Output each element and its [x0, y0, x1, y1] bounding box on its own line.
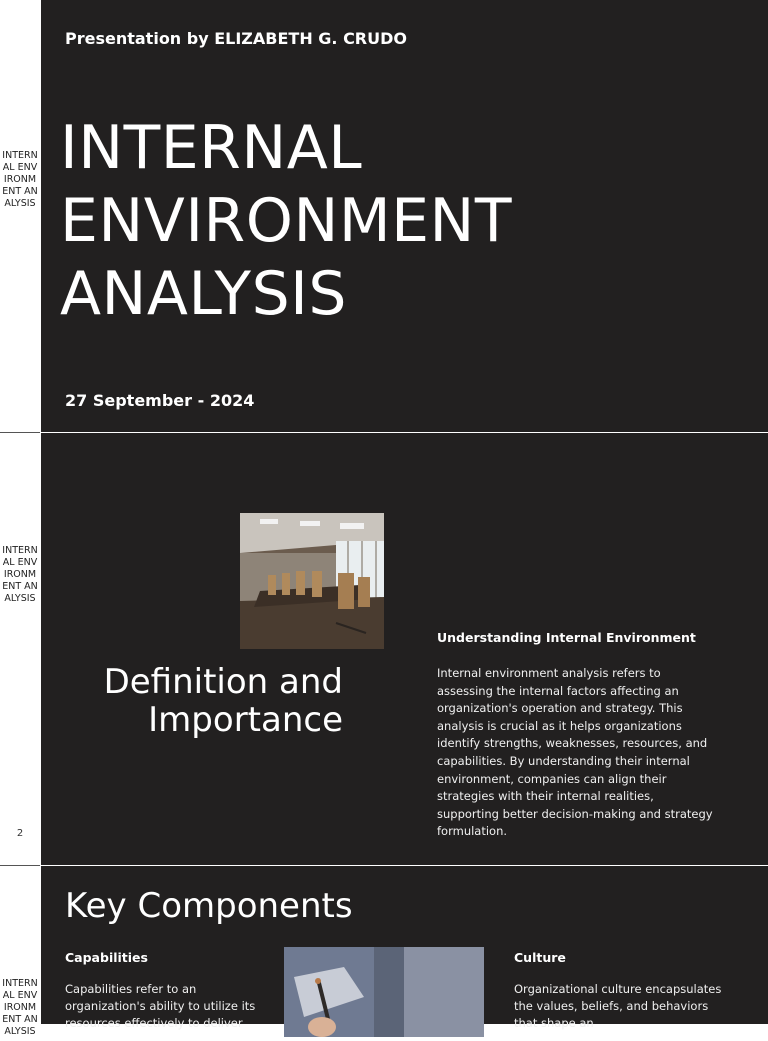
presentation-title — [60, 112, 512, 331]
slide-2[interactable] — [0, 433, 768, 865]
body-paragraph: Internal environment analysis refers to assessing the internal factors affecting an organization's operation and strategy. This analysis is crucial as it helps organizations identify strengths, weaknesses, resources, and capabilities. By understanding their internal environment, companies can align their strategies with their internal realities, supporting better decision-making and strategy formulation. — [437, 666, 713, 839]
presentation-date: 27 September - 2024 — [65, 391, 255, 410]
slide-panel — [41, 433, 768, 865]
component-capabilities — [65, 950, 275, 1032]
text-block — [437, 630, 717, 841]
subsection-heading: Understanding Internal Environment — [437, 630, 696, 645]
title-line: ANALYSIS — [60, 259, 347, 329]
slide-3[interactable] — [0, 866, 768, 1037]
component-text: Capabilities refer to an organization's ability to utilize its resources effectively to deliver — [65, 982, 256, 1030]
slide-panel — [41, 866, 768, 1030]
title-line: ENVIRONMENT — [60, 186, 513, 256]
slide-panel — [41, 0, 768, 432]
boardroom-photo — [240, 513, 384, 649]
component-culture — [514, 950, 724, 1032]
sidebar-slide-label: INTERNAL ENVIRONMENT ANALYSIS — [2, 978, 38, 1037]
section-title: Definition and Importance — [103, 662, 343, 740]
slide-1[interactable] — [0, 0, 768, 432]
slide-thumbnail-sidebar — [0, 433, 40, 865]
slide-thumbnail-sidebar — [0, 866, 40, 1037]
pen-writing-photo — [284, 947, 484, 1037]
slide-thumbnail-sidebar — [0, 0, 40, 432]
section-title: Key Components — [65, 886, 353, 926]
title-line: INTERNAL — [60, 113, 363, 183]
sidebar-slide-label: INTERNAL ENVIRONMENT ANALYSIS — [2, 150, 38, 209]
component-heading: Capabilities — [65, 950, 148, 965]
component-text: Organizational culture encapsulates the values, beliefs, and behaviors that shape an — [514, 982, 722, 1030]
presenter-line: Presentation by ELIZABETH G. CRUDO — [65, 29, 407, 48]
slide-number: 2 — [16, 828, 24, 839]
component-heading: Culture — [514, 950, 566, 965]
sidebar-slide-label: INTERNAL ENVIRONMENT ANALYSIS — [2, 545, 38, 604]
